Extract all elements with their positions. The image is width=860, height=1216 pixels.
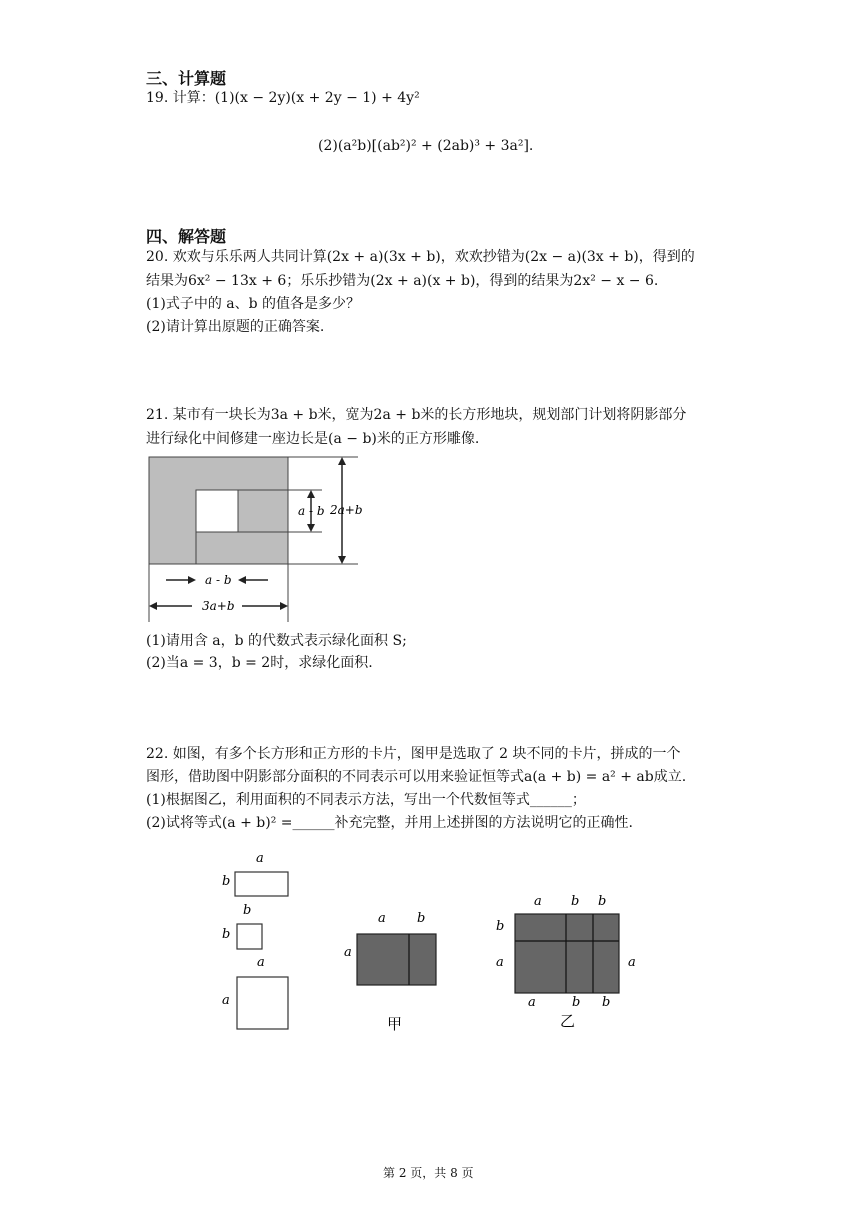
page-footer: 第 2 页，共 8 页 [383,1166,474,1180]
card-b-by-b [237,924,262,949]
q22-figure [210,846,650,1036]
card-a-by-a [237,977,288,1029]
q19-line-2: (2)(a²b)[(ab²)² + (2ab)³ + 3a²]. [318,138,534,154]
yi-right-a: a [628,955,636,970]
label-outer-width: 3a+b [202,599,235,613]
card1-label-b: b [222,874,231,889]
card2-label-left-b: b [222,927,231,942]
yi-left-b: b [496,919,505,934]
yi-bottom-a: a [528,995,536,1010]
q21-line-2: 进行绿化中间修建一座边长是(a − b)米的正方形雕像. [146,431,480,447]
q19-line-1: 19. 计算：(1)(x − 2y)(x + 2y − 1) + 4y² [146,90,420,106]
section-3-title: 三、计算题 [146,69,227,88]
q20-line-4: (2)请计算出原题的正确答案. [146,319,325,335]
q20-line-2: 结果为6x² − 13x + 6；乐乐抄错为(2x + a)(x + b)，得到的结果为2x² − x − 6. [146,273,659,289]
q21-line-3: (1)请用含 a，b 的代数式表示绿化面积 S; [146,633,407,649]
card2-label-top-b: b [243,903,252,918]
q22-line-1: 22. 如图，有多个长方形和正方形的卡片，图甲是选取了 2 块不同的卡片，拼成的一个 [146,746,681,762]
yi-top-a: a [534,894,542,909]
q22-line-3: (1)根据图乙，利用面积的不同表示方法，写出一个代数恒等式______； [146,792,586,808]
figure-yi-caption: 乙 [560,1012,576,1030]
statue-square [196,490,238,532]
figure-jia-shape [357,934,436,985]
card-a-by-b [235,872,288,896]
q22-line-2: 图形，借助图中阴影部分面积的不同表示可以用来验证恒等式a(a + b) = a² + ab成立. [146,769,687,785]
jia-label-left-a: a [344,945,352,960]
section-4-title: 四、解答题 [146,227,227,246]
q22-line-4: (2)试将等式(a + b)² =______补充完整，并用上述拼图的方法说明它的正确性. [146,815,633,831]
card1-label-a: a [256,851,264,866]
card3-label-left-a: a [222,993,230,1008]
q20-line-3: (1)式子中的 a、b 的值各是多少？ [146,296,361,312]
q21-line-1: 21. 某市有一块长为3a + b米，宽为2a + b米的长方形地块，规划部门计划将阴影部分 [146,407,687,423]
yi-bottom-b2: b [602,995,611,1010]
yi-left-a: a [496,955,504,970]
label-inner-width: a - b [205,573,232,587]
figure-jia-caption: 甲 [387,1015,403,1033]
label-inner-height: a - b [298,504,325,518]
yi-top-b2: b [598,894,607,909]
card3-label-top-a: a [257,955,265,970]
q21-line-4: (2)当a = 3，b = 2时，求绿化面积. [146,655,373,671]
jia-label-a: a [378,911,386,926]
q20-line-1: 20. 欢欢与乐乐两人共同计算(2x + a)(3x + b)，欢欢抄错为(2x − a)(3x + b)，得到的 [146,249,695,265]
q21-figure [146,452,366,624]
yi-bottom-b1: b [572,995,581,1010]
label-outer-height: 2a+b [330,503,363,517]
jia-label-b: b [417,911,426,926]
yi-top-b1: b [571,894,580,909]
figure-yi-shape [515,914,619,993]
